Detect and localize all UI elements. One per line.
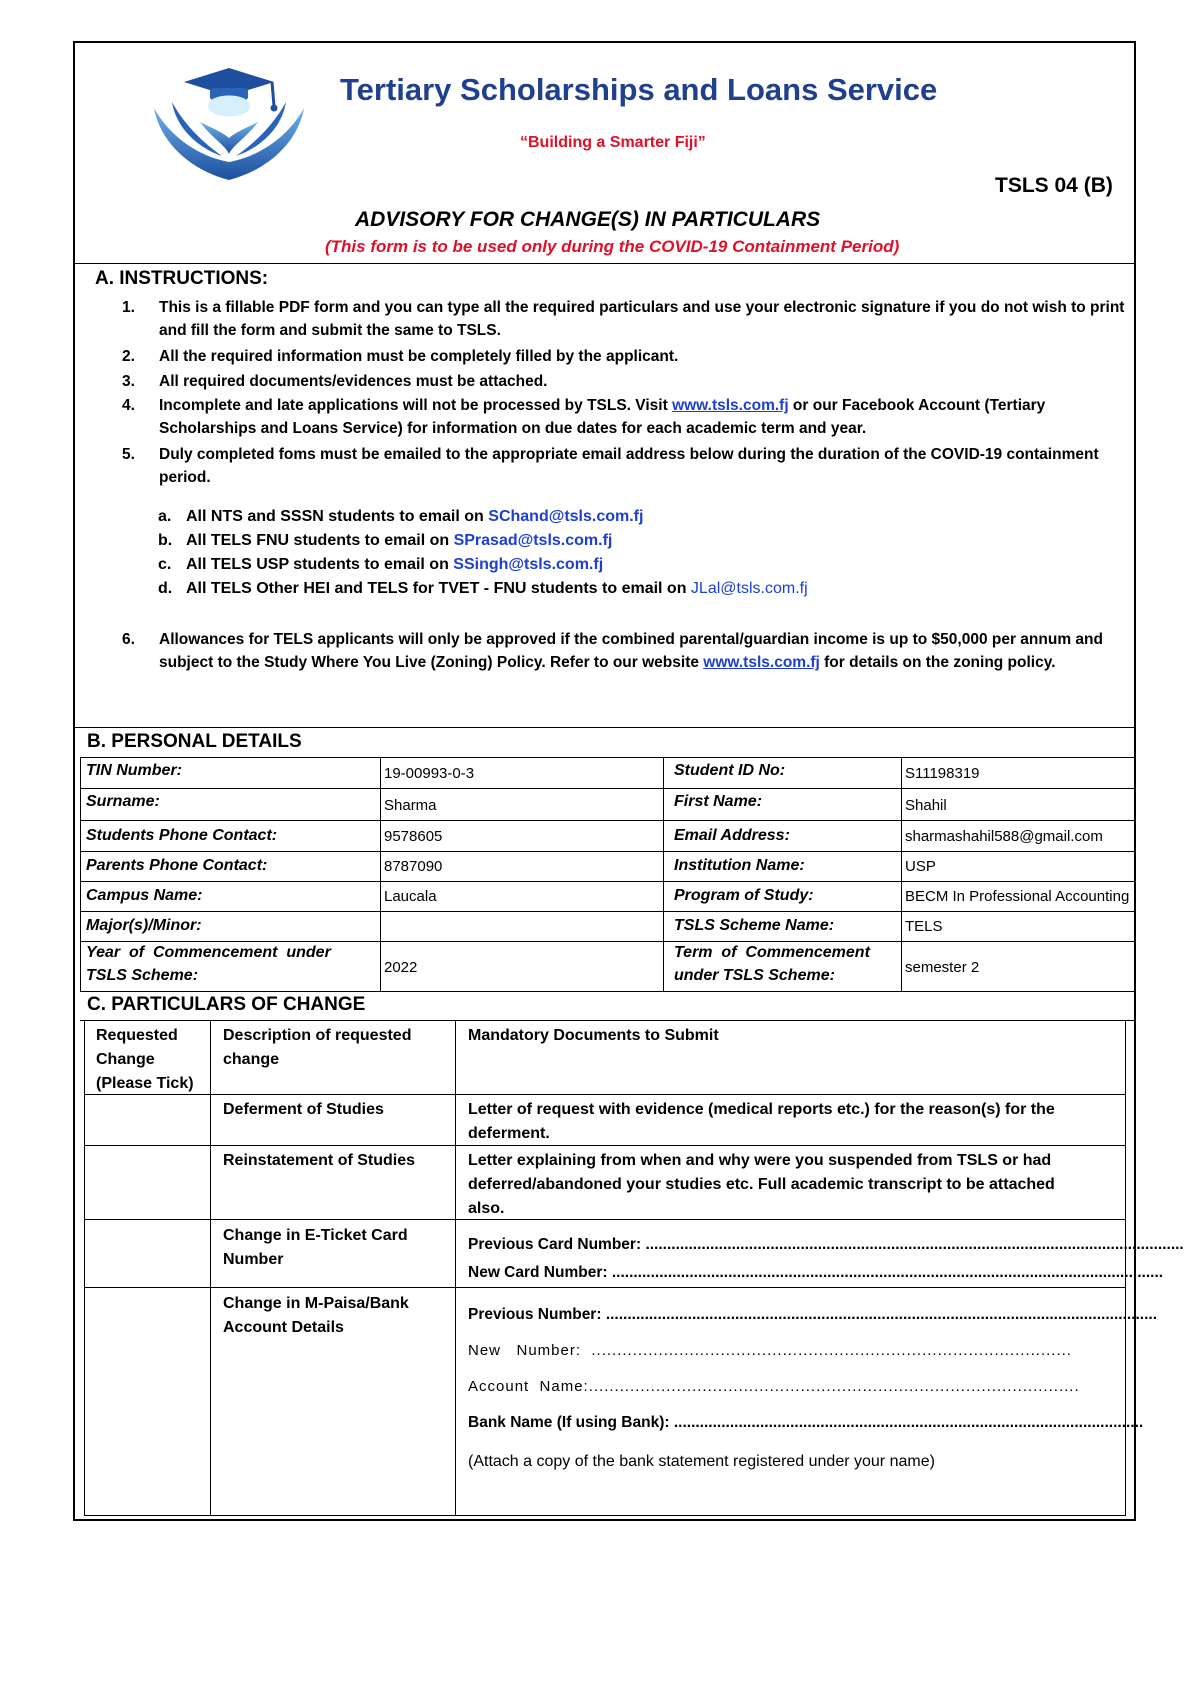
divider: [73, 727, 1136, 728]
tick-deferment[interactable]: [86, 1096, 208, 1143]
email-item-letter: a.: [158, 508, 172, 525]
email-item-text: All NTS and SSSN students to email on: [186, 508, 489, 525]
new-card-number-field[interactable]: New Card Number: ................................................................................................................................: [468, 1264, 1164, 1281]
new-number-field[interactable]: New Number: .............................................................................................: [468, 1342, 1072, 1359]
instructions-heading: A. INSTRUCTIONS:: [95, 268, 269, 289]
personal-details-heading: B. PERSONAL DETAILS: [87, 731, 302, 752]
term-commencement-value[interactable]: semester 2: [905, 959, 980, 976]
tagline: “Building a Smarter Fiji”: [520, 134, 706, 151]
email-item-text: All TELS Other HEI and TELS for TVET - FNU students to email on: [186, 580, 691, 597]
parent-phone-label: Parents Phone Contact:: [86, 857, 268, 874]
student-id-value[interactable]: S11198319: [905, 765, 980, 782]
form-subtitle: (This form is to be used only during the COVID-19 Containment Period): [325, 237, 900, 256]
instruction-number: 1.: [122, 299, 135, 316]
docs-reinstatement: Letter explaining from when and why were you suspended from TSLS or had deferred/abandoned your studies etc. Full academic transcript to be attached also.: [468, 1152, 1055, 1217]
website-link[interactable]: www.tsls.com.fj: [672, 397, 789, 414]
previous-card-number-field[interactable]: Previous Card Number: .............................................................................................................................: [468, 1236, 1184, 1253]
term-commencement-label: Term of Commencement: [674, 944, 870, 961]
instruction-number: 6.: [122, 631, 135, 648]
previous-number-field[interactable]: Previous Number: ................................................................................................................................: [468, 1306, 1158, 1323]
tick-eticket[interactable]: [86, 1221, 208, 1285]
desc-mpaisa: Change in M-Paisa/Bank Account Details: [223, 1295, 409, 1336]
col-description: Description of requested change: [223, 1027, 412, 1068]
instruction-number: 2.: [122, 348, 135, 365]
email-address[interactable]: SPrasad@tsls.com.fj: [453, 532, 613, 549]
email-item-letter: c.: [158, 556, 172, 573]
particulars-heading: C. PARTICULARS OF CHANGE: [87, 994, 366, 1015]
scheme-label: TSLS Scheme Name:: [674, 917, 835, 934]
program-label: Program of Study:: [674, 887, 814, 904]
tsls-logo: [150, 62, 308, 190]
email-address[interactable]: JLal@tsls.com.fj: [690, 580, 808, 597]
year-commencement-label-2: TSLS Scheme:: [86, 967, 199, 984]
tick-reinstatement[interactable]: [86, 1147, 208, 1217]
instruction-text: All the required information must be completely filled by the applicant.: [159, 348, 679, 365]
email-address[interactable]: SSingh@tsls.com.fj: [453, 556, 604, 573]
bank-name-field[interactable]: Bank Name (If using Bank): .............................................................................................................: [468, 1414, 1144, 1431]
instruction-number: 4.: [122, 397, 135, 414]
campus-label: Campus Name:: [86, 887, 203, 904]
instruction-text: Incomplete and late applications will not be processed by TSLS. Visit: [159, 397, 673, 414]
instruction-text: This is a fillable PDF form and you can type all the required particulars and use your electronic signature if you do not wish to print and fill the form and submit the same to TSLS.: [159, 299, 1125, 339]
email-value[interactable]: sharmashahil588@gmail.com: [905, 828, 1103, 845]
program-value[interactable]: BECM In Professional Accounting: [905, 888, 1130, 905]
email-item-text: All TELS USP students to email on: [186, 556, 454, 573]
student-phone-value[interactable]: 9578605: [384, 828, 443, 845]
parent-phone-value[interactable]: 8787090: [384, 858, 443, 875]
surname-value[interactable]: Sharma: [384, 797, 437, 814]
form-title: ADVISORY FOR CHANGE(S) IN PARTICULARS: [355, 208, 821, 231]
instruction-text: Allowances for TELS applicants will only be approved if the combined parental/guardian income is up to $50,000 per annum and subject to the Study Where You Live (Zoning) Policy. Refer to our website: [159, 631, 1103, 671]
instruction-number: 5.: [122, 446, 135, 463]
email-item-text: All TELS FNU students to email on: [186, 532, 454, 549]
year-commencement-value[interactable]: 2022: [384, 959, 418, 976]
email-item-c: [158, 556, 603, 574]
student-id-label: Student ID No:: [674, 762, 786, 779]
email-item-a: [158, 508, 643, 526]
instruction-number: 3.: [122, 373, 135, 390]
tick-mpaisa[interactable]: [86, 1289, 208, 1513]
email-item-b: [158, 532, 612, 550]
institution-value[interactable]: USP: [905, 858, 936, 875]
website-link[interactable]: www.tsls.com.fj: [703, 654, 820, 671]
col-requested-change: Requested Change (Please Tick): [96, 1027, 194, 1092]
term-commencement-label-2: under TSLS Scheme:: [674, 967, 835, 984]
bank-statement-note: (Attach a copy of the bank statement registered under your name): [468, 1453, 935, 1470]
student-phone-label: Students Phone Contact:: [86, 827, 278, 844]
email-item-letter: b.: [158, 532, 173, 549]
year-commencement-label: Year of Commencement under: [86, 944, 331, 961]
email-item-d: [158, 580, 808, 598]
first-name-label: First Name:: [674, 793, 763, 810]
tin-value[interactable]: 19-00993-0-3: [384, 765, 475, 782]
email-address[interactable]: SChand@tsls.com.fj: [488, 508, 644, 525]
tin-label: TIN Number:: [86, 762, 182, 779]
instruction-text: All required documents/evidences must be attached.: [159, 373, 548, 390]
account-name-field[interactable]: Account Name:...............................................................................................: [468, 1378, 1080, 1395]
docs-deferment: Letter of request with evidence (medical reports etc.) for the reason(s) for the deferment.: [468, 1101, 1055, 1142]
first-name-value[interactable]: Shahil: [905, 797, 947, 814]
email-label: Email Address:: [674, 827, 790, 844]
desc-eticket: Change in E-Ticket Card Number: [223, 1227, 408, 1268]
surname-label: Surname:: [86, 793, 160, 810]
major-label: Major(s)/Minor:: [86, 917, 202, 934]
institution-label: Institution Name:: [674, 857, 805, 874]
email-item-letter: d.: [158, 580, 173, 597]
org-title: Tertiary Scholarships and Loans Service: [340, 72, 938, 107]
form-code: TSLS 04 (B): [995, 174, 1113, 197]
instruction-text: or our Facebook Account (Tertiary Scholarships and Loans Service) for information on due dates for each academic term and year.: [159, 397, 1046, 437]
campus-value[interactable]: Laucala: [384, 888, 437, 905]
desc-reinstatement: Reinstatement of Studies: [223, 1152, 416, 1169]
instruction-text: Duly completed foms must be emailed to the appropriate email address below during the duration of the COVID-19 containment period.: [159, 446, 1099, 486]
desc-deferment: Deferment of Studies: [223, 1101, 384, 1118]
col-mandatory-docs: Mandatory Documents to Submit: [468, 1027, 719, 1044]
scheme-value[interactable]: TELS: [905, 918, 943, 935]
instruction-text: for details on the zoning policy.: [819, 654, 1056, 671]
divider: [73, 263, 1136, 264]
